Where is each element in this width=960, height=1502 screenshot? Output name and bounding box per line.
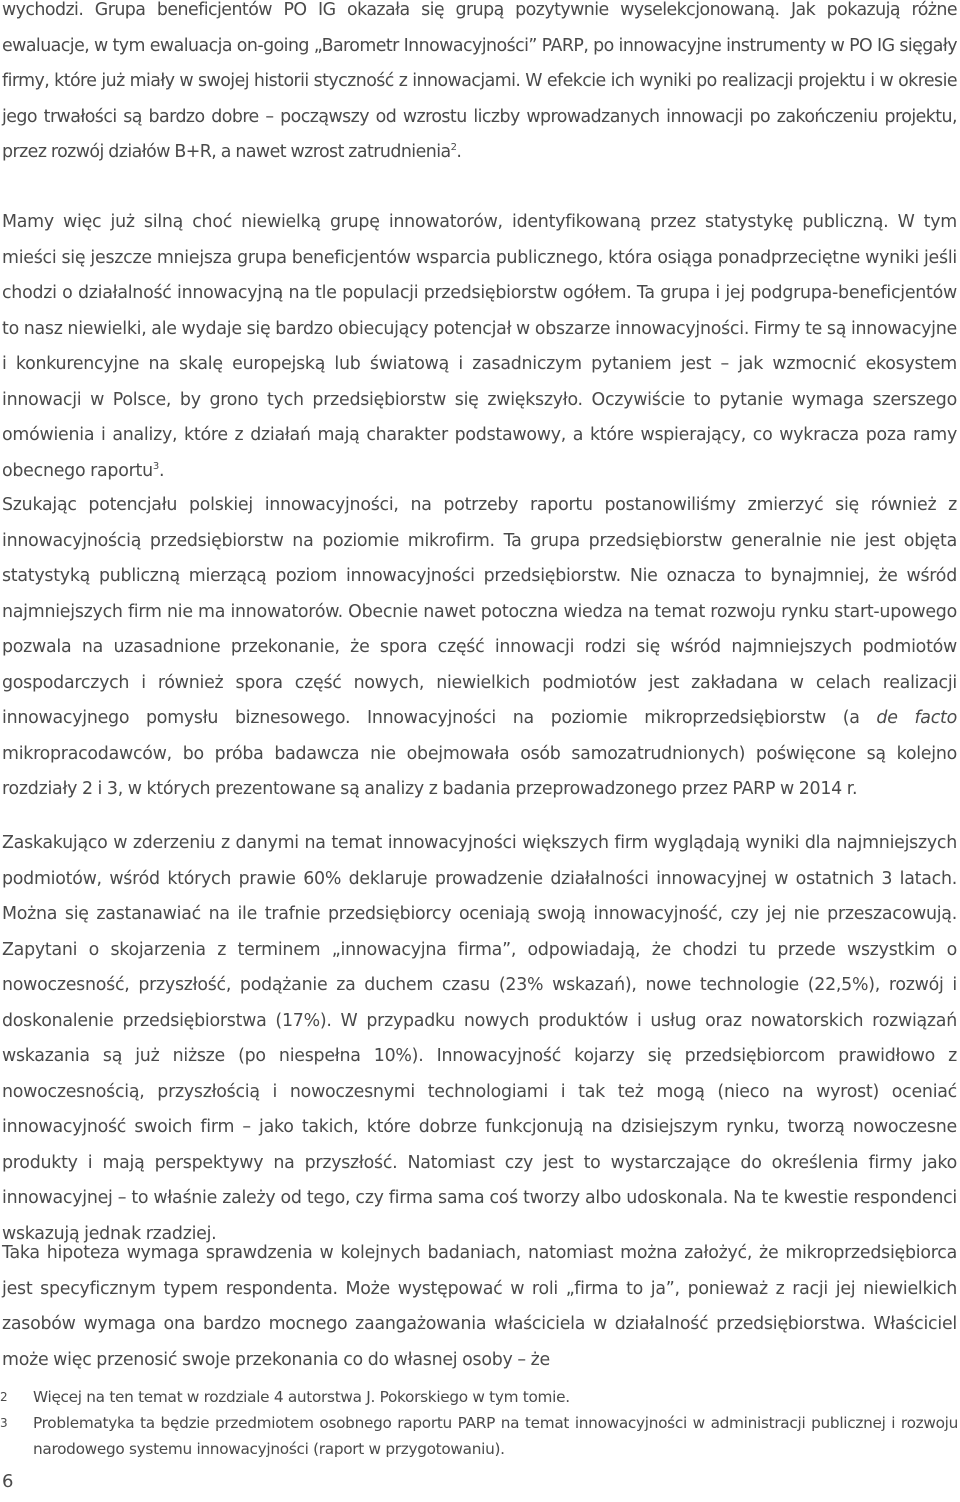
page-number: 6: [2, 1471, 14, 1492]
paragraph-text: mikropracodawców, bo próba badawcza nie obejmowała osób samozatrudnionych) poświęcone są kolejno rozdziały 2 i 3, w których prezentowane są analizy z badania przeprowadzonego przez PARP w 2014 r.: [2, 743, 957, 799]
paragraph-2: [2, 205, 957, 489]
footnote-ref-3: 3: [152, 460, 159, 472]
footnote-text: Więcej na ten temat w rozdziale 4 autorstwa J. Pokorskiego w tym tomie.: [33, 1388, 570, 1406]
paragraph-4: [2, 826, 957, 1252]
footnote-number: 2: [0, 1390, 8, 1404]
footnote-number: 3: [0, 1416, 8, 1430]
footnote-text: Problematyka ta będzie przedmiotem osobnego raportu PARP na temat innowacyjności w administracji publicznej i rozwoju narodowego systemu innowacyjności (raport w przygotowaniu).: [33, 1414, 958, 1458]
footnotes: [0, 1384, 958, 1462]
footnote-3: [0, 1410, 958, 1462]
paragraph-text: .: [456, 142, 462, 162]
paragraph-text: Szukając potencjału polskiej innowacyjności, na potrzeby raportu postanowiliśmy zmierzyć się również z innowacyjnością przedsiębiorstw na poziomie mikrofirm. Ta grupa przedsiębiorstw generalnie nie jest objęta statystyką publiczną mierzącą poziom innowacyjności przedsiębiorstw. Nie oznacza to bynajmniej, że wśród najmniejszych firm nie ma innowatorów. Obecnie nawet potoczna wiedza na temat rozwoju rynku start-upowego pozwala na uzasadnione przekonanie, że spora część innowacji rodzi się wśród najmniejszych podmiotów gospodarczych i również spora część nowych, niewielkich podmiotów jest zakładana w celach realizacji innowacyjnego pomysłu biznesowego. Innowacyjności na poziomie mikroprzedsiębiorstw (a: [2, 495, 957, 728]
paragraph-1: [2, 0, 957, 171]
paragraph-text: .: [158, 460, 165, 481]
footnote-ref-2: 2: [450, 142, 457, 154]
paragraph-text: Zaskakująco w zderzeniu z danymi na temat innowacyjności większych firm wyglądają wyniki dla najmniejszych podmiotów, wśród których prawie 60% deklaruje prowadzenie działalności innowacyjnej w ostatnich 3 latach. Można się zastanawiać na ile trafnie przedsiębiorcy oceniają swoją innowacyjność, czy jej nie przeszacowują. Zapytani o skojarzenia z terminem „innowacyjna firma”, odpowiadają, że chodzi tu przede wszystkim o nowoczesność, przyszłość, podążanie za duchem czasu (23% wskazań), nowe technologie (22,5%), rozwój i doskonalenie przedsiębiorstwa (17%). W przypadku nowych produktów i usług oraz nowatorskich rozwiązań wskazania są już niższe (po niespełna 10%). Innowacyjność kojarzy się przedsiębiorcom prawidłowo z nowoczesnością, przyszłością i nowoczesnymi technologiami i tak też mogą (nieco na wyrost) oceniać innowacyjność swoich firm – jako takich, które dobrze funkcjonują na dzisiejszym rynku, tworzą nowoczesne produkty i mają perspektywy na przyszłość. Natomiast czy jest to wystarczające do określenia firmy jako innowacyjnej – to właśnie zależy od tego, czy firma sama coś tworzy albo udoskonala. Na te kwestie respondenci wskazują jednak rzadziej.: [2, 833, 957, 1244]
paragraph-text: Mamy więc już silną choć niewielką grupę innowatorów, identyfikowaną przez statystykę publiczną. W tym mieści się jeszcze mniejsza grupa beneficjentów wsparcia publicznego, która osiąga ponadprzeciętne wyniki jeśli chodzi o działalność innowacyjną na tle populacji przedsiębiorstw ogółem. Ta grupa i jej podgrupa-beneficjentów to nasz niewielki, ale wydaje się bardzo obiecujący potencjał w obszarze innowacyjności. Firmy te są innowacyjne i konkurencyjne na skalę europejską lub światową i zasadniczym pytaniem jest – jak wzmocnić ekosystem innowacji w Polsce, by grono tych przedsiębiorstw się zwiększyło. Oczywiście to pytanie wymaga szerszego omówienia i analizy, które z działań mają charakter podstawowy, a które wspierający, co wykracza poza ramy obecnego raportu: [2, 212, 957, 481]
paragraph-text: Taka hipoteza wymaga sprawdzenia w kolejnych badaniach, natomiast można założyć, że mikroprzedsiębiorca jest specyficznym typem respondenta. Może występować w roli „firma to ja”, ponieważ z racji jej niewielkich zasobów wymaga ona bardzo mocnego zaangażowania właściciela w działalność przedsiębiorstwa. Właściciel może więc przenosić swoje przekonania co do własnej osoby – że: [2, 1243, 957, 1370]
latin-phrase: de facto: [876, 708, 957, 728]
paragraph-3: [2, 488, 957, 808]
paragraph-5: [2, 1236, 957, 1378]
footnote-2: [0, 1384, 958, 1410]
paragraph-text: wychodzi. Grupa beneficjentów PO IG okazała się grupą pozytywnie wyselekcjonowaną. Jak pokazują różne ewaluacje, w tym ewaluacja on-going „Barometr Innowacyjności” PARP, po innowacyjne instrumenty w PO IG sięgały firmy, które już miały w swojej historii styczność z innowacjami. W efekcie ich wyniki po realizacji projektu i w okresie jego trwałości są bardzo dobre – począwszy od wzrostu liczby wprowadzanych innowacji po zakończeniu projektu, przez rozwój działów B+R, a nawet wzrost zatrudnienia: [2, 0, 957, 162]
